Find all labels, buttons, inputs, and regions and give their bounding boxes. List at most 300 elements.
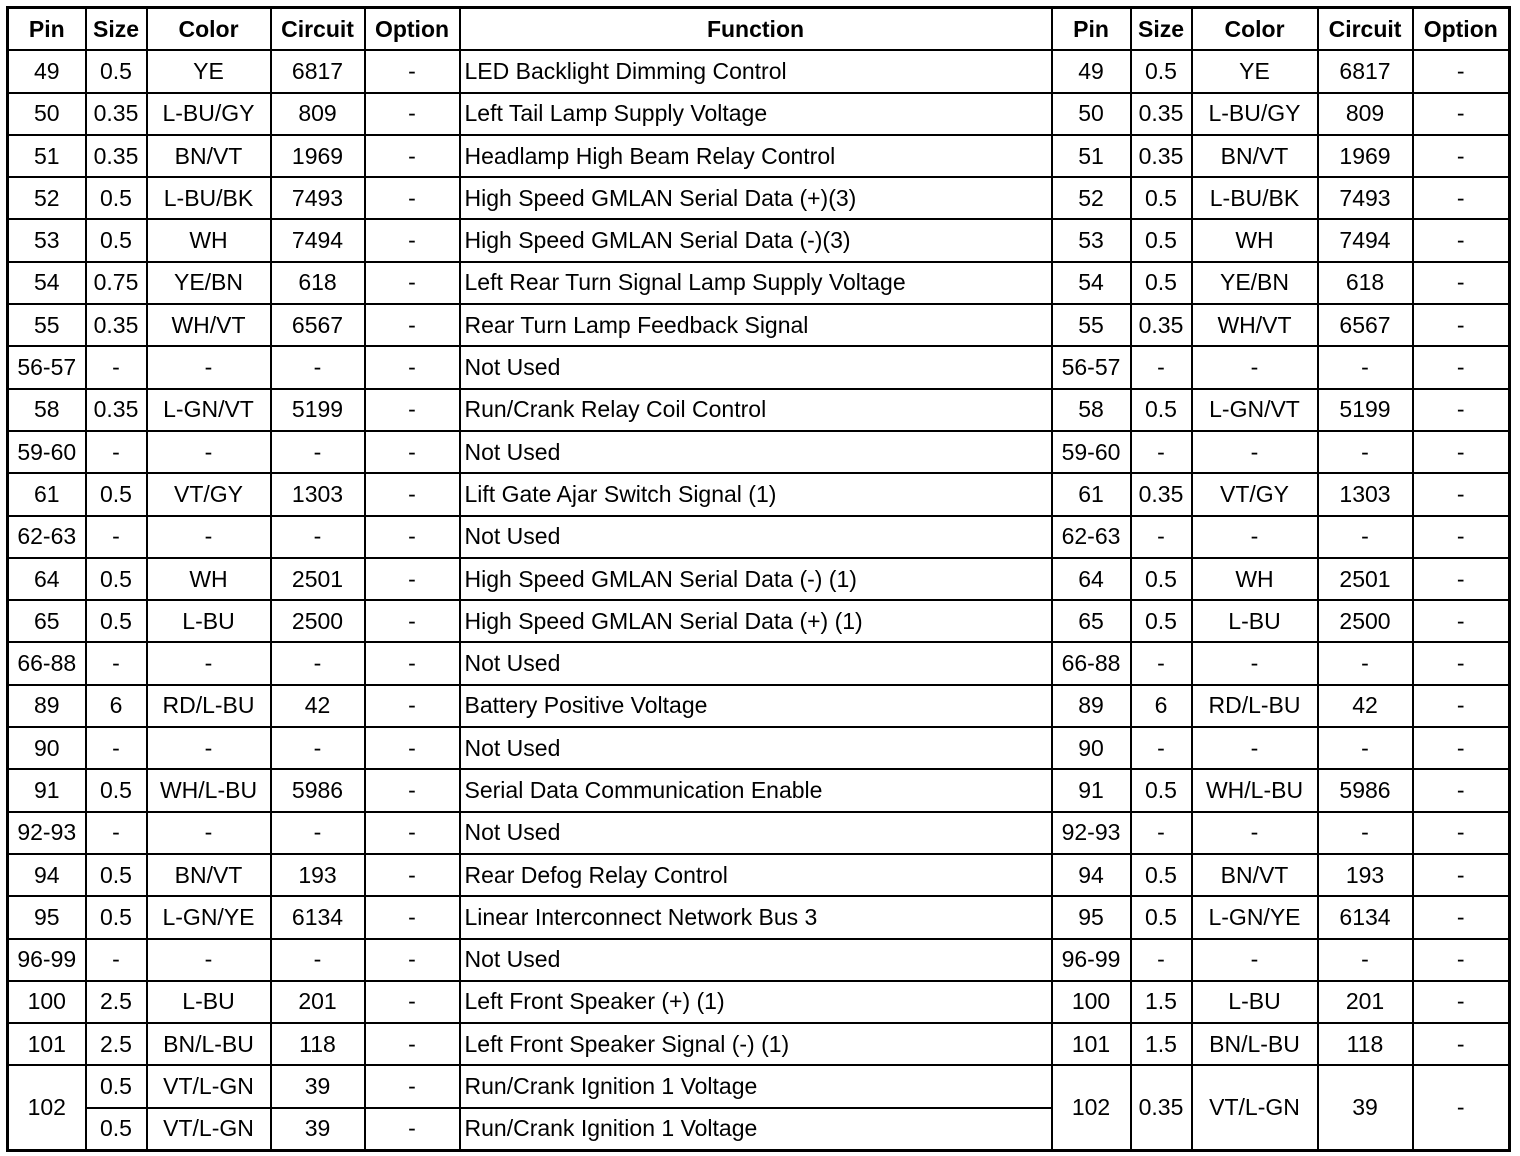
option-cell-right: - (1413, 896, 1510, 938)
option-cell-left: - (365, 431, 460, 473)
pin-cell-right: 102 (1052, 1065, 1131, 1150)
pin-cell-left: 90 (8, 727, 86, 769)
function-cell: High Speed GMLAN Serial Data (+) (1) (460, 600, 1052, 642)
table-row (8, 304, 1510, 346)
table-row (8, 219, 1510, 261)
option-cell-right: - (1413, 812, 1510, 854)
size-cell-left: 0.5 (86, 854, 147, 896)
option-cell-left: - (365, 558, 460, 600)
size-cell-left: 0.75 (86, 262, 147, 304)
table-row (8, 346, 1510, 388)
color-cell-right: YE/BN (1192, 262, 1318, 304)
pin-cell-right: 55 (1052, 304, 1131, 346)
pin-cell-left: 52 (8, 177, 86, 219)
table-row (8, 93, 1510, 135)
pin-cell-right: 96-99 (1052, 939, 1131, 981)
color-cell-right: WH (1192, 558, 1318, 600)
pin-cell-left: 89 (8, 685, 86, 727)
pin-cell-right: 61 (1052, 473, 1131, 515)
option-cell-right: - (1413, 262, 1510, 304)
size-cell-left: 0.35 (86, 135, 147, 177)
color-cell-right: L-BU (1192, 600, 1318, 642)
circuit-cell-right: 2501 (1318, 558, 1413, 600)
function-cell: Linear Interconnect Network Bus 3 (460, 896, 1052, 938)
function-cell: Run/Crank Ignition 1 Voltage (460, 1065, 1052, 1107)
function-cell: Rear Turn Lamp Feedback Signal (460, 304, 1052, 346)
table-row (8, 727, 1510, 769)
pin-cell-right: 90 (1052, 727, 1131, 769)
pin-cell-left: 96-99 (8, 939, 86, 981)
circuit-cell-left: 193 (271, 854, 365, 896)
pin-cell-left: 50 (8, 93, 86, 135)
size-cell-left: 0.5 (86, 558, 147, 600)
size-cell-left: - (86, 727, 147, 769)
size-cell-left: 0.5 (86, 769, 147, 811)
function-cell: Not Used (460, 812, 1052, 854)
circuit-cell-left: 1303 (271, 473, 365, 515)
option-cell-right: - (1413, 516, 1510, 558)
size-cell-left: 0.35 (86, 304, 147, 346)
option-cell-left: - (365, 727, 460, 769)
color-cell-left: L-GN/VT (147, 389, 271, 431)
color-cell-right: - (1192, 346, 1318, 388)
header-function: Function (460, 8, 1052, 51)
pin-cell-right: 59-60 (1052, 431, 1131, 473)
color-cell-right: - (1192, 727, 1318, 769)
circuit-cell-left: - (271, 939, 365, 981)
color-cell-right: VT/L-GN (1192, 1065, 1318, 1150)
function-cell: Left Front Speaker Signal (-) (1) (460, 1023, 1052, 1065)
color-cell-right: L-GN/YE (1192, 896, 1318, 938)
option-cell-left: - (365, 1023, 460, 1065)
function-cell: Left Rear Turn Signal Lamp Supply Voltage (460, 262, 1052, 304)
table-row (8, 558, 1510, 600)
pin-cell-left: 58 (8, 389, 86, 431)
option-cell-right: - (1413, 473, 1510, 515)
circuit-cell-right: - (1318, 812, 1413, 854)
circuit-cell-right: 7494 (1318, 219, 1413, 261)
pin-cell-left: 66-88 (8, 642, 86, 684)
size-cell-right: 0.5 (1131, 769, 1192, 811)
pin-cell-right: 53 (1052, 219, 1131, 261)
pin-cell-left: 54 (8, 262, 86, 304)
option-cell-left: - (365, 685, 460, 727)
color-cell-left: L-BU/BK (147, 177, 271, 219)
pin-cell-left: 92-93 (8, 812, 86, 854)
option-cell-right: - (1413, 177, 1510, 219)
size-cell-left: 0.5 (86, 600, 147, 642)
circuit-cell-left: 39 (271, 1065, 365, 1107)
size-cell-left: 0.35 (86, 93, 147, 135)
size-cell-left: - (86, 939, 147, 981)
function-cell: Battery Positive Voltage (460, 685, 1052, 727)
table-row (8, 812, 1510, 854)
color-cell-right: - (1192, 642, 1318, 684)
header-option-left: Option (365, 8, 460, 51)
option-cell-right: - (1413, 727, 1510, 769)
option-cell-left: - (365, 642, 460, 684)
circuit-cell-right: - (1318, 516, 1413, 558)
pin-cell-right: 62-63 (1052, 516, 1131, 558)
color-cell-left: VT/L-GN (147, 1065, 271, 1107)
header-circuit-left: Circuit (271, 8, 365, 51)
size-cell-right: 0.35 (1131, 304, 1192, 346)
option-cell-right: - (1413, 854, 1510, 896)
circuit-cell-right: 201 (1318, 981, 1413, 1023)
table-row (8, 177, 1510, 219)
pin-cell-right: 94 (1052, 854, 1131, 896)
option-cell-right: - (1413, 642, 1510, 684)
option-cell-left: - (365, 177, 460, 219)
color-cell-left: - (147, 727, 271, 769)
header-row (8, 8, 1510, 51)
color-cell-left: WH/L-BU (147, 769, 271, 811)
color-cell-left: BN/L-BU (147, 1023, 271, 1065)
color-cell-right: WH/VT (1192, 304, 1318, 346)
color-cell-right: - (1192, 431, 1318, 473)
color-cell-left: L-BU (147, 981, 271, 1023)
pin-cell-right: 65 (1052, 600, 1131, 642)
size-cell-right: 6 (1131, 685, 1192, 727)
size-cell-right: 0.5 (1131, 854, 1192, 896)
size-cell-right: 0.5 (1131, 262, 1192, 304)
size-cell-left: 0.5 (86, 177, 147, 219)
color-cell-right: BN/VT (1192, 854, 1318, 896)
table-row (8, 389, 1510, 431)
option-cell-left: - (365, 473, 460, 515)
circuit-cell-right: 1969 (1318, 135, 1413, 177)
option-cell-right: - (1413, 939, 1510, 981)
color-cell-left: L-BU/GY (147, 93, 271, 135)
function-cell: High Speed GMLAN Serial Data (-)(3) (460, 219, 1052, 261)
circuit-cell-right: - (1318, 642, 1413, 684)
option-cell-right: - (1413, 50, 1510, 92)
pin-cell-left: 61 (8, 473, 86, 515)
size-cell-right: 0.5 (1131, 50, 1192, 92)
circuit-cell-left: - (271, 727, 365, 769)
pin-cell-right: 50 (1052, 93, 1131, 135)
size-cell-left: 0.5 (86, 50, 147, 92)
circuit-cell-right: 39 (1318, 1065, 1413, 1150)
color-cell-left: - (147, 431, 271, 473)
circuit-cell-right: - (1318, 939, 1413, 981)
option-cell-left: - (365, 600, 460, 642)
pin-cell-right: 66-88 (1052, 642, 1131, 684)
table-row (8, 1023, 1510, 1065)
size-cell-left: - (86, 516, 147, 558)
circuit-cell-right: 5199 (1318, 389, 1413, 431)
size-cell-left: 0.5 (86, 1108, 147, 1151)
size-cell-right: - (1131, 431, 1192, 473)
option-cell-left: - (365, 304, 460, 346)
color-cell-left: - (147, 346, 271, 388)
option-cell-left: - (365, 769, 460, 811)
option-cell-right: - (1413, 1065, 1510, 1150)
circuit-cell-right: 193 (1318, 854, 1413, 896)
color-cell-left: WH (147, 219, 271, 261)
table-row (8, 642, 1510, 684)
table-row (8, 473, 1510, 515)
option-cell-left: - (365, 939, 460, 981)
option-cell-left: - (365, 262, 460, 304)
pin-cell-right: 52 (1052, 177, 1131, 219)
color-cell-left: VT/GY (147, 473, 271, 515)
circuit-cell-right: 6567 (1318, 304, 1413, 346)
header-circuit-right: Circuit (1318, 8, 1413, 51)
table-row (8, 939, 1510, 981)
pin-cell-left: 101 (8, 1023, 86, 1065)
pin-cell-right: 51 (1052, 135, 1131, 177)
table-row (8, 516, 1510, 558)
circuit-cell-left: 5199 (271, 389, 365, 431)
option-cell-left: - (365, 981, 460, 1023)
option-cell-right: - (1413, 346, 1510, 388)
function-cell: High Speed GMLAN Serial Data (+)(3) (460, 177, 1052, 219)
color-cell-left: YE (147, 50, 271, 92)
pin-cell-left: 94 (8, 854, 86, 896)
circuit-cell-left: 7493 (271, 177, 365, 219)
size-cell-left: 0.35 (86, 389, 147, 431)
table-row (8, 50, 1510, 92)
option-cell-left: - (365, 516, 460, 558)
color-cell-right: L-BU (1192, 981, 1318, 1023)
header-color-right: Color (1192, 8, 1318, 51)
table-row (8, 262, 1510, 304)
function-cell: Serial Data Communication Enable (460, 769, 1052, 811)
size-cell-left: 0.5 (86, 219, 147, 261)
function-cell: Run/Crank Relay Coil Control (460, 389, 1052, 431)
size-cell-left: 0.5 (86, 473, 147, 515)
pin-cell-left: 102 (8, 1065, 86, 1150)
option-cell-right: - (1413, 769, 1510, 811)
option-cell-left: - (365, 854, 460, 896)
pin-cell-left: 56-57 (8, 346, 86, 388)
option-cell-right: - (1413, 558, 1510, 600)
size-cell-right: - (1131, 642, 1192, 684)
option-cell-left: - (365, 93, 460, 135)
header-size-right: Size (1131, 8, 1192, 51)
function-cell: Not Used (460, 727, 1052, 769)
option-cell-right: - (1413, 685, 1510, 727)
pin-cell-right: 89 (1052, 685, 1131, 727)
circuit-cell-right: - (1318, 431, 1413, 473)
pinout-table-container (6, 6, 1511, 1152)
color-cell-left: L-GN/YE (147, 896, 271, 938)
circuit-cell-right: - (1318, 727, 1413, 769)
table-row (8, 431, 1510, 473)
option-cell-left: - (365, 812, 460, 854)
color-cell-left: WH (147, 558, 271, 600)
pin-cell-left: 62-63 (8, 516, 86, 558)
pin-cell-right: 54 (1052, 262, 1131, 304)
circuit-cell-left: 2500 (271, 600, 365, 642)
size-cell-right: 0.5 (1131, 177, 1192, 219)
function-cell: Not Used (460, 642, 1052, 684)
color-cell-left: BN/VT (147, 854, 271, 896)
table-row (8, 685, 1510, 727)
size-cell-left: 0.5 (86, 1065, 147, 1107)
color-cell-left: L-BU (147, 600, 271, 642)
pin-cell-left: 100 (8, 981, 86, 1023)
pin-cell-right: 58 (1052, 389, 1131, 431)
circuit-cell-left: 39 (271, 1108, 365, 1151)
option-cell-left: - (365, 135, 460, 177)
pin-cell-left: 65 (8, 600, 86, 642)
header-color-left: Color (147, 8, 271, 51)
color-cell-left: YE/BN (147, 262, 271, 304)
table-row (8, 981, 1510, 1023)
option-cell-right: - (1413, 219, 1510, 261)
color-cell-right: BN/VT (1192, 135, 1318, 177)
color-cell-left: BN/VT (147, 135, 271, 177)
circuit-cell-right: 42 (1318, 685, 1413, 727)
color-cell-left: WH/VT (147, 304, 271, 346)
option-cell-left: - (365, 219, 460, 261)
header-size-left: Size (86, 8, 147, 51)
option-cell-left: - (365, 1065, 460, 1107)
size-cell-right: 0.5 (1131, 219, 1192, 261)
color-cell-left: VT/L-GN (147, 1108, 271, 1151)
option-cell-left: - (365, 50, 460, 92)
pin-cell-right: 101 (1052, 1023, 1131, 1065)
pin-cell-right: 49 (1052, 50, 1131, 92)
function-cell: Left Tail Lamp Supply Voltage (460, 93, 1052, 135)
size-cell-right: - (1131, 346, 1192, 388)
size-cell-left: - (86, 431, 147, 473)
size-cell-right: 0.35 (1131, 1065, 1192, 1150)
table-row (8, 600, 1510, 642)
circuit-cell-left: 118 (271, 1023, 365, 1065)
option-cell-left: - (365, 1108, 460, 1151)
circuit-cell-right: 6134 (1318, 896, 1413, 938)
size-cell-right: 1.5 (1131, 981, 1192, 1023)
circuit-cell-left: 6134 (271, 896, 365, 938)
size-cell-right: 0.35 (1131, 93, 1192, 135)
circuit-cell-left: 6567 (271, 304, 365, 346)
circuit-cell-left: 201 (271, 981, 365, 1023)
size-cell-left: - (86, 346, 147, 388)
circuit-cell-right: - (1318, 346, 1413, 388)
size-cell-right: 1.5 (1131, 1023, 1192, 1065)
size-cell-right: 0.5 (1131, 558, 1192, 600)
color-cell-right: WH/L-BU (1192, 769, 1318, 811)
size-cell-right: 0.5 (1131, 896, 1192, 938)
pin-cell-right: 92-93 (1052, 812, 1131, 854)
pin-cell-right: 91 (1052, 769, 1131, 811)
option-cell-left: - (365, 896, 460, 938)
option-cell-left: - (365, 389, 460, 431)
header-option-right: Option (1413, 8, 1510, 51)
table-row (8, 854, 1510, 896)
circuit-cell-left: - (271, 516, 365, 558)
function-cell: Run/Crank Ignition 1 Voltage (460, 1108, 1052, 1151)
pin-cell-right: 56-57 (1052, 346, 1131, 388)
circuit-cell-right: 2500 (1318, 600, 1413, 642)
pin-cell-right: 64 (1052, 558, 1131, 600)
pin-cell-left: 91 (8, 769, 86, 811)
circuit-cell-right: 7493 (1318, 177, 1413, 219)
pin-cell-right: 95 (1052, 896, 1131, 938)
color-cell-right: YE (1192, 50, 1318, 92)
option-cell-right: - (1413, 431, 1510, 473)
pin-cell-left: 64 (8, 558, 86, 600)
size-cell-right: 0.5 (1131, 600, 1192, 642)
option-cell-right: - (1413, 304, 1510, 346)
color-cell-right: RD/L-BU (1192, 685, 1318, 727)
function-cell: Not Used (460, 939, 1052, 981)
circuit-cell-left: 2501 (271, 558, 365, 600)
pin-cell-left: 95 (8, 896, 86, 938)
circuit-cell-left: 618 (271, 262, 365, 304)
pin-cell-left: 53 (8, 219, 86, 261)
pin-cell-left: 49 (8, 50, 86, 92)
circuit-cell-left: 5986 (271, 769, 365, 811)
size-cell-right: - (1131, 727, 1192, 769)
color-cell-right: - (1192, 939, 1318, 981)
option-cell-right: - (1413, 389, 1510, 431)
function-cell: Lift Gate Ajar Switch Signal (1) (460, 473, 1052, 515)
color-cell-left: - (147, 812, 271, 854)
size-cell-left: - (86, 642, 147, 684)
circuit-cell-left: 42 (271, 685, 365, 727)
circuit-cell-left: - (271, 346, 365, 388)
size-cell-left: 2.5 (86, 981, 147, 1023)
color-cell-right: L-BU/BK (1192, 177, 1318, 219)
table-row (8, 1065, 1510, 1107)
color-cell-right: VT/GY (1192, 473, 1318, 515)
function-cell: Not Used (460, 346, 1052, 388)
option-cell-right: - (1413, 93, 1510, 135)
size-cell-right: - (1131, 939, 1192, 981)
function-cell: Not Used (460, 431, 1052, 473)
pin-cell-left: 51 (8, 135, 86, 177)
circuit-cell-left: - (271, 642, 365, 684)
function-cell: Left Front Speaker (+) (1) (460, 981, 1052, 1023)
circuit-cell-right: 809 (1318, 93, 1413, 135)
function-cell: Not Used (460, 516, 1052, 558)
pin-cell-right: 100 (1052, 981, 1131, 1023)
circuit-cell-left: 6817 (271, 50, 365, 92)
pin-cell-left: 55 (8, 304, 86, 346)
pinout-body (8, 50, 1510, 1150)
circuit-cell-left: 7494 (271, 219, 365, 261)
size-cell-left: 0.5 (86, 896, 147, 938)
header-pin-right: Pin (1052, 8, 1131, 51)
circuit-cell-left: 1969 (271, 135, 365, 177)
size-cell-right: - (1131, 516, 1192, 558)
circuit-cell-left: - (271, 431, 365, 473)
function-cell: Rear Defog Relay Control (460, 854, 1052, 896)
color-cell-right: - (1192, 812, 1318, 854)
circuit-cell-right: 6817 (1318, 50, 1413, 92)
table-row (8, 896, 1510, 938)
color-cell-left: RD/L-BU (147, 685, 271, 727)
size-cell-right: 0.35 (1131, 135, 1192, 177)
size-cell-left: 6 (86, 685, 147, 727)
size-cell-right: 0.35 (1131, 473, 1192, 515)
size-cell-right: 0.5 (1131, 389, 1192, 431)
color-cell-left: - (147, 516, 271, 558)
option-cell-right: - (1413, 1023, 1510, 1065)
size-cell-left: 2.5 (86, 1023, 147, 1065)
function-cell: LED Backlight Dimming Control (460, 50, 1052, 92)
table-row (8, 769, 1510, 811)
color-cell-left: - (147, 939, 271, 981)
size-cell-left: - (86, 812, 147, 854)
circuit-cell-left: - (271, 812, 365, 854)
option-cell-right: - (1413, 135, 1510, 177)
color-cell-right: - (1192, 516, 1318, 558)
